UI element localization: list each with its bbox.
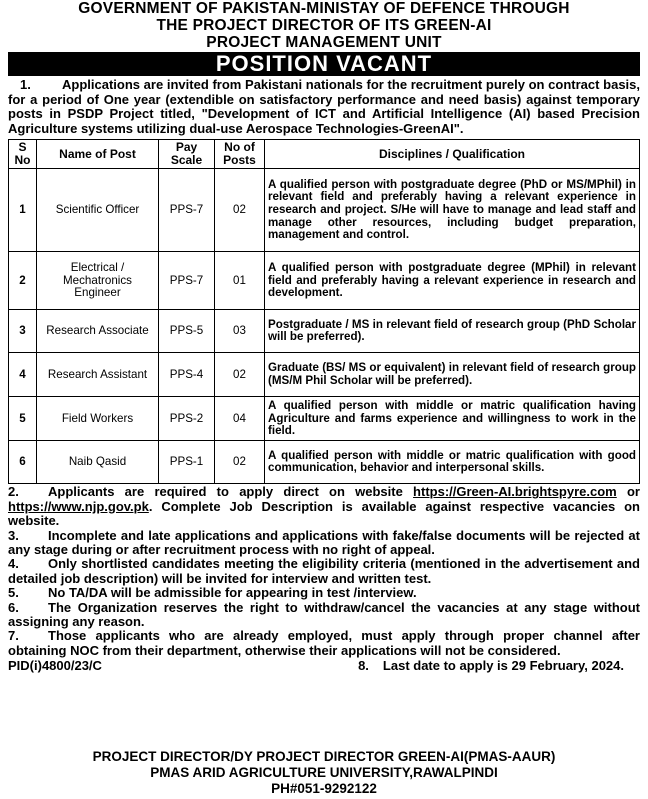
row-sno: 4 [9,353,37,397]
para-number: 1. [20,77,31,92]
row-post: Naib Qasid [37,441,159,484]
para-8 [358,659,640,673]
table-row [9,252,640,310]
or-text: or [616,484,640,500]
row-scale: PPS-7 [159,169,215,252]
table-row [9,169,640,252]
col-header-sno: S No [9,140,37,169]
para-number: 8. [358,658,369,674]
row-sno: 5 [9,397,37,441]
footer [0,749,648,797]
row-posts: 02 [215,353,265,397]
para-5 [8,586,640,600]
row-sno: 6 [9,441,37,484]
row-scale: PPS-5 [159,310,215,353]
para-number: 6. [8,599,19,615]
para-6-text: The Organization reserves the right to withdraw/cancel the vacancies at any stage without assigning any reason. [8,599,640,630]
para-2-text: Applicants are required to apply direct on website [48,484,414,500]
table-row [9,441,640,484]
header-line-3: PROJECT MANAGEMENT UNIT [206,34,442,51]
row-post: Research Assistant [37,353,159,397]
row-sno: 1 [9,169,37,252]
col-header-posts: No of Posts [215,140,265,169]
last-date-text: Last date to apply is 29 February, 2024. [382,658,624,674]
vacancy-table [8,139,640,484]
para-2 [8,485,640,528]
row-posts: 04 [215,397,265,441]
terms-section [8,485,640,673]
para-number: 7. [8,628,19,644]
row-post: Scientific Officer [37,169,159,252]
table-row [9,310,640,353]
pid-and-last-date [8,659,640,673]
footer-line-3: PH#051-9292122 [271,781,377,796]
col-header-post: Name of Post [37,140,159,169]
para-7 [8,629,640,658]
para-number: 4. [8,556,19,572]
para-number: 3. [8,527,19,543]
para-number: 5. [8,585,19,601]
para-3 [8,529,640,558]
row-sno: 2 [9,252,37,310]
header [8,0,640,51]
row-qualification: A qualified person with middle or matric qualification having Agriculture and farms experience and willingness to work in the field. [265,397,640,441]
footer-line-2: PMAS ARID AGRICULTURE UNIVERSITY,RAWALPINDI [150,765,498,780]
intro-text: Applications are invited from Pakistani nationals for the recruitment purely on contract basis, for a period of One year (extendible on satisfactory performance and need basis) against temporary posts in PSDP Project titled, [8,77,640,122]
row-scale: PPS-4 [159,353,215,397]
para-3-text: Incomplete and late applications and applications with fake/false documents will be rejected at any stage during or after recruitment process with no right of appeal. [8,527,640,557]
footer-line-1: PROJECT DIRECTOR/DY PROJECT DIRECTOR GREEN-AI(PMAS-AAUR) [92,749,556,764]
para-4 [8,557,640,586]
row-posts: 03 [215,310,265,353]
col-header-qualification: Disciplines / Qualification [265,140,640,169]
row-qualification: A qualified person with middle or matric qualification with good communication, behavior and interpersonal skills. [265,441,640,484]
green-ai-website-link[interactable]: https://Green-AI.brightspyre.com [413,484,617,500]
row-sno: 3 [9,310,37,353]
para-7-text: Those applicants who are already employed, must apply through proper channel after obtaining NOC from their department, otherwise their applications will not be considered. [8,628,640,658]
row-post: Field Workers [37,397,159,441]
row-qualification: A qualified person with postgraduate degree (MPhil) in relevant field and preferably having a relevant experience in research and development. [265,252,640,310]
row-qualification: Graduate (BS/ MS or equivalent) in relevant field of research group (MS/M Phil Scholar will be preferred). [265,353,640,397]
para-number: 2. [8,484,19,500]
row-scale: PPS-7 [159,252,215,310]
para-4-text: Only shortlisted candidates meeting the eligibility criteria (mentioned in the advertisement and detailed job description) will be invited for interview and written test. [8,556,640,586]
header-line-1: GOVERNMENT OF PAKISTAN-MINISTAY OF DEFENCE THROUGH [78,0,570,17]
para-2-text-end: . Complete Job Description is available against respective vacancies on website. [8,498,640,529]
position-vacant-banner: POSITION VACANT [8,52,640,76]
row-qualification: A qualified person with postgraduate degree (PhD or MS/MPhil) in relevant field and preferably having a relevant experience in research and project. S/He will have to manage and lead staff and manage other resources, including budget preparation, management and control. [265,169,640,252]
header-line-2: THE PROJECT DIRECTOR OF ITS GREEN-AI [156,17,492,34]
para-5-text: No TA/DA will be admissible for appearing in test /interview. [48,585,417,601]
project-title: "Development of ICT and Artificial Intelligence (AI) based Precision Agriculture systems utilizing dual-use Aerospace Technologies-GreenAI". [8,106,641,136]
row-posts: 02 [215,169,265,252]
table-row [9,397,640,441]
table-row [9,353,640,397]
row-post: Electrical / Mechatronics Engineer [37,252,159,310]
njp-website-link[interactable]: https://www.njp.gov.pk [8,498,149,514]
row-scale: PPS-1 [159,441,215,484]
row-posts: 01 [215,252,265,310]
row-scale: PPS-2 [159,397,215,441]
row-qualification: Postgraduate / MS in relevant field of research group (PhD Scholar will be preferred). [265,310,640,353]
para-6 [8,601,640,630]
row-posts: 02 [215,441,265,484]
table-header-row [9,140,640,169]
col-header-scale: Pay Scale [159,140,215,169]
intro-paragraph [8,78,640,136]
row-post: Research Associate [37,310,159,353]
pid-number: PID(i)4800/23/C [8,658,102,674]
